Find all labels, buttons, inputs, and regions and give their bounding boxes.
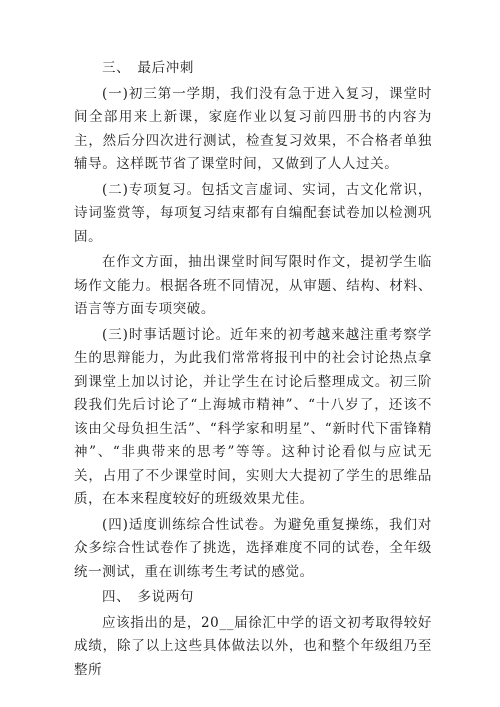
paragraph-first-semester: (一)初三第一学期，我们没有急于进入复习，课堂时间全部用来上新课，家庭作业以复习前四册书的内容为主，然后分四次进行测试，检查复习效果，不合格者单独辅导。这样既节省了课堂时间，又做到了人人过关。 xyxy=(74,85,432,172)
paragraph-conclusion: 应该指出的是，20__届徐汇中学的语文初考取得较好成绩，除了以上这些具体做法以外，也和整个年级组乃至整所 xyxy=(74,614,432,678)
section-heading-final-sprint: 三、 最后冲刺 xyxy=(102,60,194,76)
paragraph-comprehensive-papers: (四)适度训练综合性试卷。为避免重复操练，我们对众多综合性试卷作了挑选，选择难度不同的试卷，全年级统一测试，重在训练考生考试的感觉。 xyxy=(74,516,432,580)
paragraph-current-affairs: (三)时事话题讨论。近年来的初考越来越注重考察学生的思辩能力，为此我们常常将报刊中的社会讨论热点拿到课堂上加以讨论，并让学生在讨论后整理成文。初三阶段我们先后讨论了“上海城市精神”、“十八岁了，还该不该由父母负担生活”、“科学家和明星”、“新时代下雷锋精神”、“非典带来的思考”等等。这种讨论看似与应试无关，占用了不少课堂时间，实则大大提初了学生的思维品质，在本来程度较好的班级效果尤佳。 xyxy=(74,326,432,507)
document-body xyxy=(74,57,432,684)
paragraph-composition: 在作文方面，抽出课堂时间写限时作文，提初学生临场作文能力。根据各班不同情况，从审题、结构、材料、语言等方面专项突破。 xyxy=(74,254,432,317)
section-heading-more-words: 四、 多说两句 xyxy=(102,589,194,605)
paragraph-special-review: (二)专项复习。包括文言虚词、实词，古文化常识，诗词鉴赏等，每项复习结束都有自编配套试卷加以检测巩固。 xyxy=(74,181,432,245)
